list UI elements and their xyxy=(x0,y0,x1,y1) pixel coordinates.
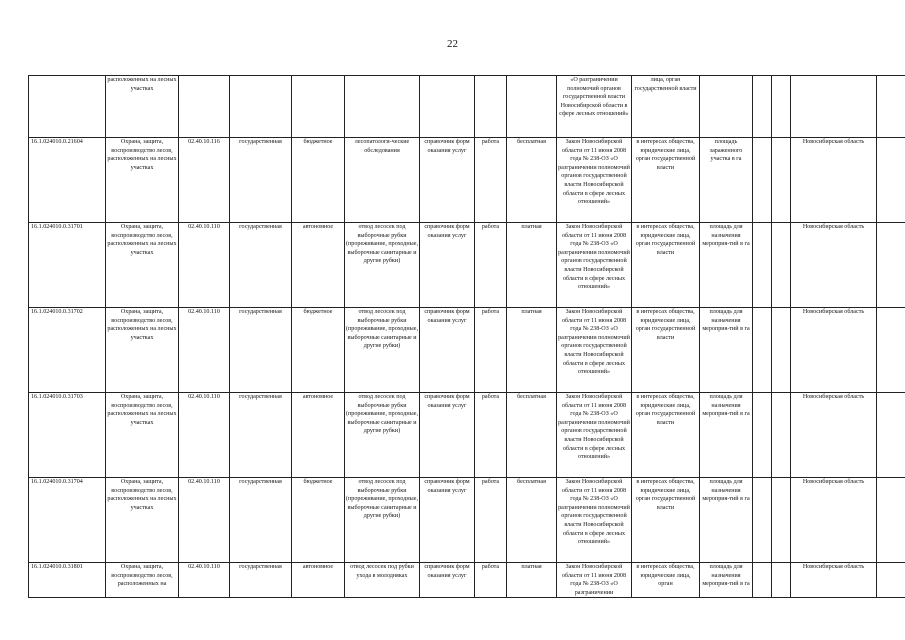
table-row xyxy=(29,563,905,598)
category-cell xyxy=(475,138,507,223)
okved-code-cell xyxy=(179,138,230,223)
okved-code-cell-text: 02.40.10.110 xyxy=(188,309,220,315)
empty-cell xyxy=(753,76,772,138)
okved-code-cell xyxy=(179,76,230,138)
indicator-cell-text: площадь для назначения мероприя-тий в га xyxy=(702,394,750,418)
indicator-cell xyxy=(700,138,753,223)
empty-cell-text xyxy=(754,393,770,477)
legal-basis-cell xyxy=(557,138,632,223)
empty-cell xyxy=(877,223,905,308)
consumers-cell-text: в интересах общества, юридические лица, орган государственной власти xyxy=(635,394,696,426)
empty-cell xyxy=(877,138,905,223)
payment-cell xyxy=(507,223,557,308)
form-cell-text: справочник форм оказания услуг xyxy=(424,224,470,239)
work-content-cell xyxy=(345,478,420,563)
work-content-cell-text: отвод лесосек под выборочные рубки (прореживание, проходные, выборочные санитарные и другие рубки) xyxy=(346,309,418,350)
service-code-cell-text: 16.1.024010.0.21604 xyxy=(31,139,83,145)
service-type-cell xyxy=(230,563,292,598)
service-type-cell-text: государственная xyxy=(239,224,282,230)
table-row xyxy=(29,138,905,223)
institution-type-cell xyxy=(292,138,345,223)
indicator-cell-text: площадь для назначения мероприя-тий в га xyxy=(702,479,750,503)
category-cell xyxy=(475,478,507,563)
indicator-cell-text: площадь для назначения мероприя-тий в га xyxy=(702,309,750,333)
service-type-cell xyxy=(230,138,292,223)
service-code-cell-text: 16.1.024010.0.31704 xyxy=(31,479,83,485)
empty-cell-text xyxy=(878,223,905,307)
legal-basis-cell-text: Закон Новосибирской области от 11 июня 2008 года № 238-ОЗ «О разграничении полномочий органов государственной власти Новосибирской области в сфере лесных отношений» xyxy=(558,224,630,291)
service-code-cell-text: 16.1.024010.0.31702 xyxy=(31,309,83,315)
empty-cell xyxy=(772,138,791,223)
empty-cell-text xyxy=(878,393,905,477)
form-cell-text: справочник форм оказания услуг xyxy=(424,394,470,409)
service-type-cell-text: государственная xyxy=(239,309,282,315)
empty-cell xyxy=(877,393,905,478)
category-cell-text: работа xyxy=(481,224,500,230)
empty-cell-text xyxy=(773,76,789,137)
service-code-cell-text xyxy=(31,76,104,137)
empty-cell xyxy=(753,308,772,393)
empty-cell-text xyxy=(878,308,905,392)
institution-type-cell xyxy=(292,76,345,138)
legal-basis-cell xyxy=(557,393,632,478)
legal-basis-cell-text: Закон Новосибирской области от 11 июня 2008 года № 238-ОЗ «О разграничении полномочий органов государственной власти Новосибирской области в сфере лесных отношений» xyxy=(558,394,630,461)
indicator-cell xyxy=(700,76,753,138)
indicator-cell-text: площадь для назначения мероприя-тий в га xyxy=(702,224,750,248)
service-name-cell-text: Охрана, защита, воспроизводство лесов, расположенных на лесных участках xyxy=(107,394,177,426)
empty-cell-text xyxy=(773,308,789,392)
service-name-cell xyxy=(106,223,179,308)
consumers-cell xyxy=(632,76,700,138)
service-type-cell-text xyxy=(231,76,290,137)
form-cell xyxy=(420,308,475,393)
payment-cell-text: платная xyxy=(521,309,542,315)
work-content-cell-text: отвод лесосек под выборочные рубки (прореживание, проходные, выборочные санитарные и другие рубки) xyxy=(346,394,418,435)
table-row xyxy=(29,308,905,393)
work-content-cell-text: отвод лесосек под выборочные рубки (прореживание, проходные, выборочные санитарные и другие рубки) xyxy=(346,224,418,265)
category-cell xyxy=(475,76,507,138)
work-content-cell-text: лесопатологи-ческие обследования xyxy=(354,139,410,154)
consumers-cell xyxy=(632,393,700,478)
category-cell-text: работа xyxy=(481,139,500,145)
empty-cell-text xyxy=(754,308,770,392)
institution-type-cell-text xyxy=(293,76,343,137)
empty-cell xyxy=(753,478,772,563)
service-type-cell-text: государственная xyxy=(239,564,282,570)
territory-cell-text: Новосибирская область xyxy=(802,224,865,230)
service-name-cell-text: Охрана, защита, воспроизводство лесов, расположенных на xyxy=(111,564,173,588)
payment-cell xyxy=(507,138,557,223)
service-code-cell xyxy=(29,308,106,393)
indicator-cell-text: площадь зараженного участка в га xyxy=(709,139,743,163)
empty-cell xyxy=(877,478,905,563)
service-name-cell xyxy=(106,138,179,223)
okved-code-cell-text: 02.40.10.110 xyxy=(188,479,220,485)
service-code-cell xyxy=(29,393,106,478)
payment-cell xyxy=(507,478,557,563)
institution-type-cell xyxy=(292,478,345,563)
service-name-cell xyxy=(106,478,179,563)
form-cell-text: справочник форм оказания услуг xyxy=(424,139,470,154)
institution-type-cell-text: автономное xyxy=(302,394,334,400)
consumers-cell xyxy=(632,563,700,598)
territory-cell xyxy=(791,76,877,138)
territory-cell-text: Новосибирская область xyxy=(802,139,865,145)
service-type-cell xyxy=(230,76,292,138)
work-content-cell-text xyxy=(346,76,418,137)
work-content-cell xyxy=(345,223,420,308)
territory-cell xyxy=(791,478,877,563)
empty-cell-text xyxy=(773,563,789,597)
service-code-cell xyxy=(29,563,106,598)
consumers-cell-text: лица, орган государственной власти xyxy=(634,77,697,92)
category-cell-text: работа xyxy=(481,394,500,400)
consumers-cell-text: в интересах общества, юридические лица, орган xyxy=(636,564,695,588)
consumers-cell xyxy=(632,138,700,223)
empty-cell xyxy=(753,138,772,223)
territory-cell-text: Новосибирская область xyxy=(802,479,865,485)
empty-cell-text xyxy=(754,76,770,137)
payment-cell-text: бесплатная xyxy=(517,394,546,400)
service-code-cell xyxy=(29,138,106,223)
work-content-cell xyxy=(345,76,420,138)
category-cell xyxy=(475,308,507,393)
empty-cell xyxy=(877,563,905,598)
payment-cell xyxy=(507,563,557,598)
indicator-cell-text: площадь для назначения мероприя-тий в га xyxy=(702,564,750,588)
empty-cell-text xyxy=(754,223,770,307)
indicator-cell xyxy=(700,308,753,393)
empty-cell-text xyxy=(878,563,905,597)
okved-code-cell xyxy=(179,478,230,563)
form-cell xyxy=(420,563,475,598)
institution-type-cell xyxy=(292,563,345,598)
service-code-cell xyxy=(29,223,106,308)
service-name-cell xyxy=(106,308,179,393)
empty-cell xyxy=(772,393,791,478)
service-name-cell xyxy=(106,563,179,598)
payment-cell xyxy=(507,393,557,478)
legal-basis-cell-text: Закон Новосибирской области от 11 июня 2008 года № 238-ОЗ «О разграничении xyxy=(561,564,627,596)
empty-cell xyxy=(772,76,791,138)
service-name-cell xyxy=(106,393,179,478)
service-type-cell-text: государственная xyxy=(239,139,282,145)
work-content-cell xyxy=(345,393,420,478)
empty-cell xyxy=(772,563,791,598)
institution-type-cell-text: автономное xyxy=(302,564,334,570)
okved-code-cell-text: 02.40.10.110 xyxy=(188,224,220,230)
table-row xyxy=(29,223,905,308)
payment-cell-text: бесплатная xyxy=(517,139,546,145)
territory-cell-text: Новосибирская область xyxy=(802,394,865,400)
payment-cell-text xyxy=(508,76,555,137)
work-content-cell xyxy=(345,563,420,598)
service-name-cell-text: расположенных на лесных участках xyxy=(107,77,177,92)
institution-type-cell-text: бюджетное xyxy=(303,139,333,145)
legal-basis-cell xyxy=(557,76,632,138)
table-row xyxy=(29,478,905,563)
indicator-cell xyxy=(700,478,753,563)
service-name-cell-text: Охрана, защита, воспроизводство лесов, расположенных на лесных участках xyxy=(107,479,177,511)
legal-basis-cell xyxy=(557,223,632,308)
form-cell-text xyxy=(421,76,473,137)
form-cell-text: справочник форм оказания услуг xyxy=(424,479,470,494)
category-cell-text: работа xyxy=(481,479,500,485)
empty-cell xyxy=(772,223,791,308)
category-cell-text xyxy=(476,76,505,137)
indicator-cell xyxy=(700,563,753,598)
okved-code-cell-text xyxy=(180,76,228,137)
work-content-cell-text: отвод лесосек под рубки ухода в молодняках xyxy=(350,564,414,579)
empty-cell-text xyxy=(773,223,789,307)
okved-code-cell xyxy=(179,563,230,598)
service-type-cell xyxy=(230,393,292,478)
institution-type-cell-text: бюджетное xyxy=(303,309,333,315)
empty-cell-text xyxy=(878,76,905,137)
empty-cell-text xyxy=(754,138,770,222)
empty-cell-text xyxy=(878,138,905,222)
okved-code-cell-text: 02.40.10.110 xyxy=(188,394,220,400)
form-cell xyxy=(420,478,475,563)
territory-cell xyxy=(791,138,877,223)
empty-cell xyxy=(772,478,791,563)
empty-cell xyxy=(877,308,905,393)
institution-type-cell-text: автономное xyxy=(302,224,334,230)
work-content-cell-text: отвод лесосек под выборочные рубки (прореживание, проходные, выборочные санитарные и другие рубки) xyxy=(346,479,418,520)
territory-cell xyxy=(791,223,877,308)
consumers-cell-text: в интересах общества, юридические лица, орган государственной власти xyxy=(635,479,696,511)
service-name-cell-text: Охрана, защита, воспроизводство лесов, расположенных на лесных участках xyxy=(107,309,177,341)
form-cell xyxy=(420,76,475,138)
legal-basis-cell xyxy=(557,478,632,563)
empty-cell-text xyxy=(773,393,789,477)
consumers-cell-text: в интересах общества, юридические лица, орган государственной власти xyxy=(635,224,696,256)
institution-type-cell xyxy=(292,393,345,478)
empty-cell-text xyxy=(773,138,789,222)
payment-cell-text: бесплатная xyxy=(517,479,546,485)
registry-table xyxy=(28,75,905,598)
okved-code-cell xyxy=(179,308,230,393)
page-number: 22 xyxy=(447,38,458,50)
service-type-cell-text: государственная xyxy=(239,394,282,400)
category-cell-text: работа xyxy=(481,564,500,570)
empty-cell-text xyxy=(878,478,905,562)
okved-code-cell-text: 02.40.10.110 xyxy=(188,564,220,570)
payment-cell-text: платная xyxy=(521,224,542,230)
service-code-cell xyxy=(29,478,106,563)
table-row xyxy=(29,76,905,138)
indicator-cell-text xyxy=(701,76,751,137)
service-type-cell-text: государственная xyxy=(239,479,282,485)
category-cell-text: работа xyxy=(481,309,500,315)
consumers-cell-text: в интересах общества, юридические лица, орган государственной власти xyxy=(635,139,696,171)
empty-cell-text xyxy=(754,478,770,562)
empty-cell xyxy=(753,393,772,478)
empty-cell xyxy=(772,308,791,393)
form-cell-text: справочник форм оказания услуг xyxy=(424,309,470,324)
empty-cell xyxy=(753,563,772,598)
service-code-cell xyxy=(29,76,106,138)
empty-cell-text xyxy=(773,478,789,562)
form-cell-text: справочник форм оказания услуг xyxy=(424,564,470,579)
territory-cell-text: Новосибирская область xyxy=(802,564,865,570)
work-content-cell xyxy=(345,138,420,223)
territory-cell xyxy=(791,393,877,478)
territory-cell-text xyxy=(792,76,875,137)
legal-basis-cell xyxy=(557,308,632,393)
okved-code-cell xyxy=(179,393,230,478)
work-content-cell xyxy=(345,308,420,393)
service-name-cell xyxy=(106,76,179,138)
category-cell xyxy=(475,563,507,598)
legal-basis-cell-text: Закон Новосибирской области от 11 июня 2008 года № 238-ОЗ «О разграничении полномочий органов государственной власти Новосибирской области в сфере лесных отношений» xyxy=(558,139,630,206)
payment-cell xyxy=(507,308,557,393)
service-code-cell-text: 16.1.024010.0.31703 xyxy=(31,394,83,400)
consumers-cell xyxy=(632,223,700,308)
legal-basis-cell-text: Закон Новосибирской области от 11 июня 2008 года № 238-ОЗ «О разграничении полномочий органов государственной власти Новосибирской области в сфере лесных отношений» xyxy=(558,309,630,376)
territory-cell xyxy=(791,563,877,598)
form-cell xyxy=(420,138,475,223)
category-cell xyxy=(475,393,507,478)
service-type-cell xyxy=(230,478,292,563)
form-cell xyxy=(420,393,475,478)
service-code-cell-text: 16.1.024010.0.31801 xyxy=(31,564,83,570)
service-code-cell-text: 16.1.024010.0.31701 xyxy=(31,224,83,230)
service-type-cell xyxy=(230,308,292,393)
empty-cell xyxy=(753,223,772,308)
payment-cell-text: платная xyxy=(521,564,542,570)
payment-cell xyxy=(507,76,557,138)
empty-cell-text xyxy=(754,563,770,597)
legal-basis-cell-text: «О разграничении полномочий органов государственной власти Новосибирской области в сфере лесных отношений» xyxy=(559,77,629,118)
category-cell xyxy=(475,223,507,308)
institution-type-cell xyxy=(292,308,345,393)
territory-cell-text: Новосибирская область xyxy=(802,309,865,315)
okved-code-cell-text: 02.40.10.116 xyxy=(188,139,220,145)
indicator-cell xyxy=(700,223,753,308)
service-type-cell xyxy=(230,223,292,308)
consumers-cell xyxy=(632,478,700,563)
legal-basis-cell xyxy=(557,563,632,598)
institution-type-cell-text: бюджетное xyxy=(303,479,333,485)
legal-basis-cell-text: Закон Новосибирской области от 11 июня 2008 года № 238-ОЗ «О разграничении полномочий органов государственной власти Новосибирской области в сфере лесных отношений» xyxy=(558,479,630,546)
consumers-cell xyxy=(632,308,700,393)
territory-cell xyxy=(791,308,877,393)
form-cell xyxy=(420,223,475,308)
table-row xyxy=(29,393,905,478)
okved-code-cell xyxy=(179,223,230,308)
indicator-cell xyxy=(700,393,753,478)
service-name-cell-text: Охрана, защита, воспроизводство лесов, расположенных на лесных участках xyxy=(107,139,177,171)
empty-cell xyxy=(877,76,905,138)
consumers-cell-text: в интересах общества, юридические лица, орган государственной власти xyxy=(635,309,696,341)
institution-type-cell xyxy=(292,223,345,308)
service-name-cell-text: Охрана, защита, воспроизводство лесов, расположенных на лесных участках xyxy=(107,224,177,256)
